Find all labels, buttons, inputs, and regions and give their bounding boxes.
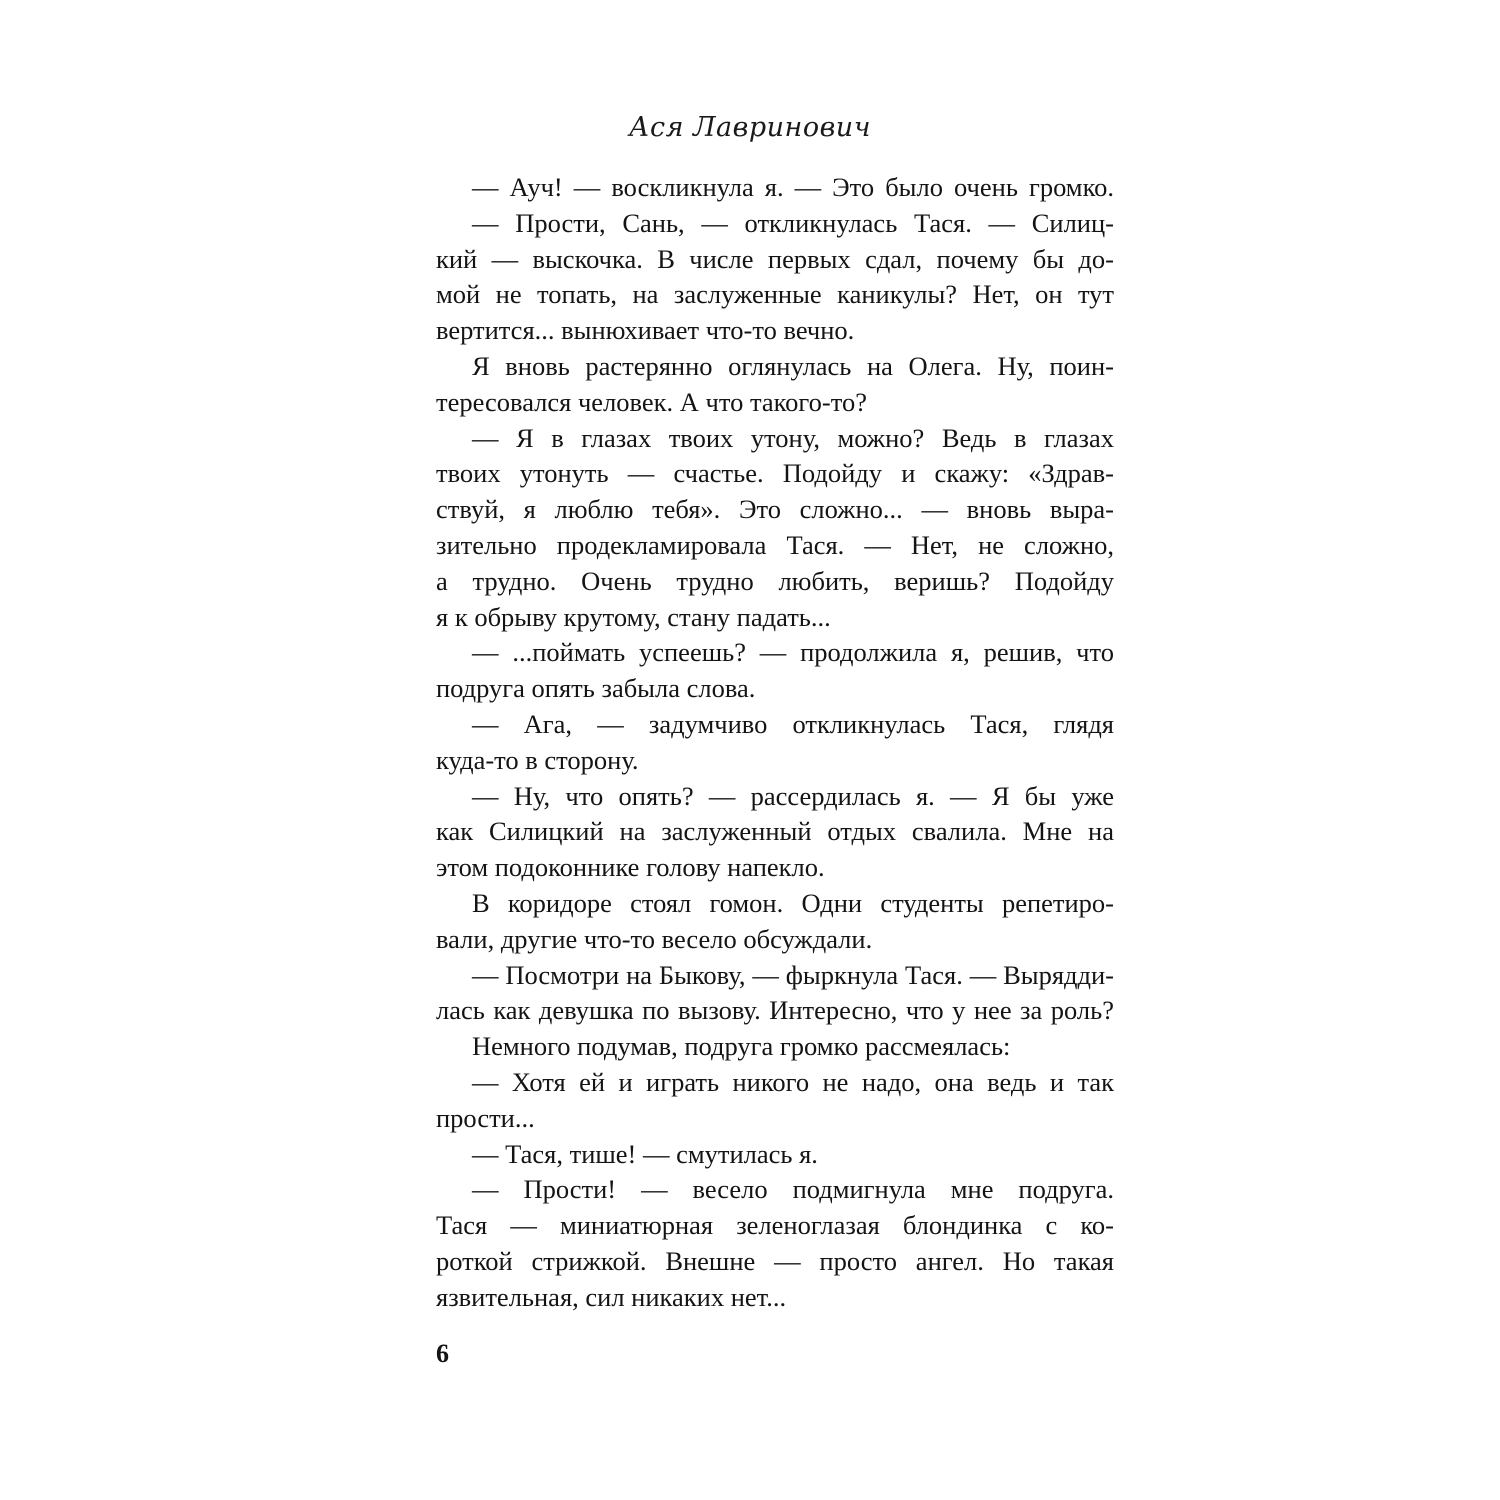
text-line: — Я в глазах твоих утону, можно? Ведь в глазах bbox=[472, 422, 1114, 453]
text-line: — Хотя ей и играть никого не надо, она ведь и так bbox=[472, 1066, 1114, 1097]
text-line: мой не топать, на заслуженные каникулы? Нет, он тут bbox=[436, 279, 1114, 310]
text-line: — Ауч! — воскликнула я. — Это было очень громко. bbox=[472, 172, 1114, 202]
text-line: — ...поймать успеешь? — продолжила я, решив, что bbox=[472, 637, 1114, 668]
text-line: зительно продекламировала Тася. — Нет, не сложно, bbox=[436, 529, 1114, 560]
text-line: тересовался человек. А что такого-то? bbox=[436, 386, 867, 417]
running-head-author: Ася Лавринович bbox=[629, 112, 871, 143]
text-line: В коридоре стоял гомон. Одни студенты репетиро- bbox=[472, 887, 1114, 918]
text-line: кий — выскочка. В числе первых сдал, почему бы до- bbox=[436, 243, 1114, 274]
body-text bbox=[436, 170, 1114, 1316]
text-line: — Ну, что опять? — рассердилась я. — Я бы уже bbox=[472, 780, 1114, 811]
text-line: лась как девушка по вызову. Интересно, что у нее за роль? bbox=[436, 995, 1114, 1026]
text-line: — Ага, — задумчиво откликнулась Тася, глядя bbox=[472, 708, 1114, 739]
page-number: 6 bbox=[436, 1339, 449, 1368]
text-line: а трудно. Очень трудно любить, веришь? Подойду bbox=[436, 565, 1114, 596]
text-line: — Посмотри на Быкову, — фыркнула Тася. — Вырядди- bbox=[472, 959, 1114, 990]
text-line: вертится... вынюхивает что-то вечно. bbox=[436, 315, 855, 346]
text-line: язвительная, сил никаких нет... bbox=[436, 1281, 787, 1312]
text-line: Я вновь растерянно оглянулась на Олега. Ну, поин- bbox=[472, 350, 1114, 381]
text-line: куда-то в сторону. bbox=[436, 744, 639, 775]
text-line: Немного подумав, подруга громко рассмеялась: bbox=[472, 1031, 1011, 1062]
text-line: вали, другие что-то весело обсуждали. bbox=[436, 923, 873, 954]
text-line: — Тася, тише! — смутилась я. bbox=[472, 1138, 818, 1169]
text-line: — Прости, Сань, — откликнулась Тася. — Силиц- bbox=[472, 207, 1114, 238]
text-line: подруга опять забыла слова. bbox=[436, 673, 756, 704]
text-line: твоих утонуть — счастье. Подойду и скажу: «Здрав- bbox=[436, 458, 1114, 489]
text-line: — Прости! — весело подмигнула мне подруга. bbox=[472, 1174, 1114, 1205]
text-line: я к обрыву крутому, стану падать... bbox=[436, 601, 831, 632]
text-line: прости... bbox=[436, 1102, 535, 1133]
text-line: роткой стрижкой. Внешне — просто ангел. Но такая bbox=[436, 1245, 1114, 1276]
text-line: Тася — миниатюрная зеленоглазая блондинка с ко- bbox=[436, 1210, 1114, 1241]
text-line: этом подоконнике голову напекло. bbox=[436, 852, 825, 883]
text-line: как Силицкий на заслуженный отдых свалила. Мне на bbox=[436, 816, 1114, 847]
text-line: ствуй, я люблю тебя». Это сложно... — вновь выра- bbox=[436, 494, 1114, 525]
